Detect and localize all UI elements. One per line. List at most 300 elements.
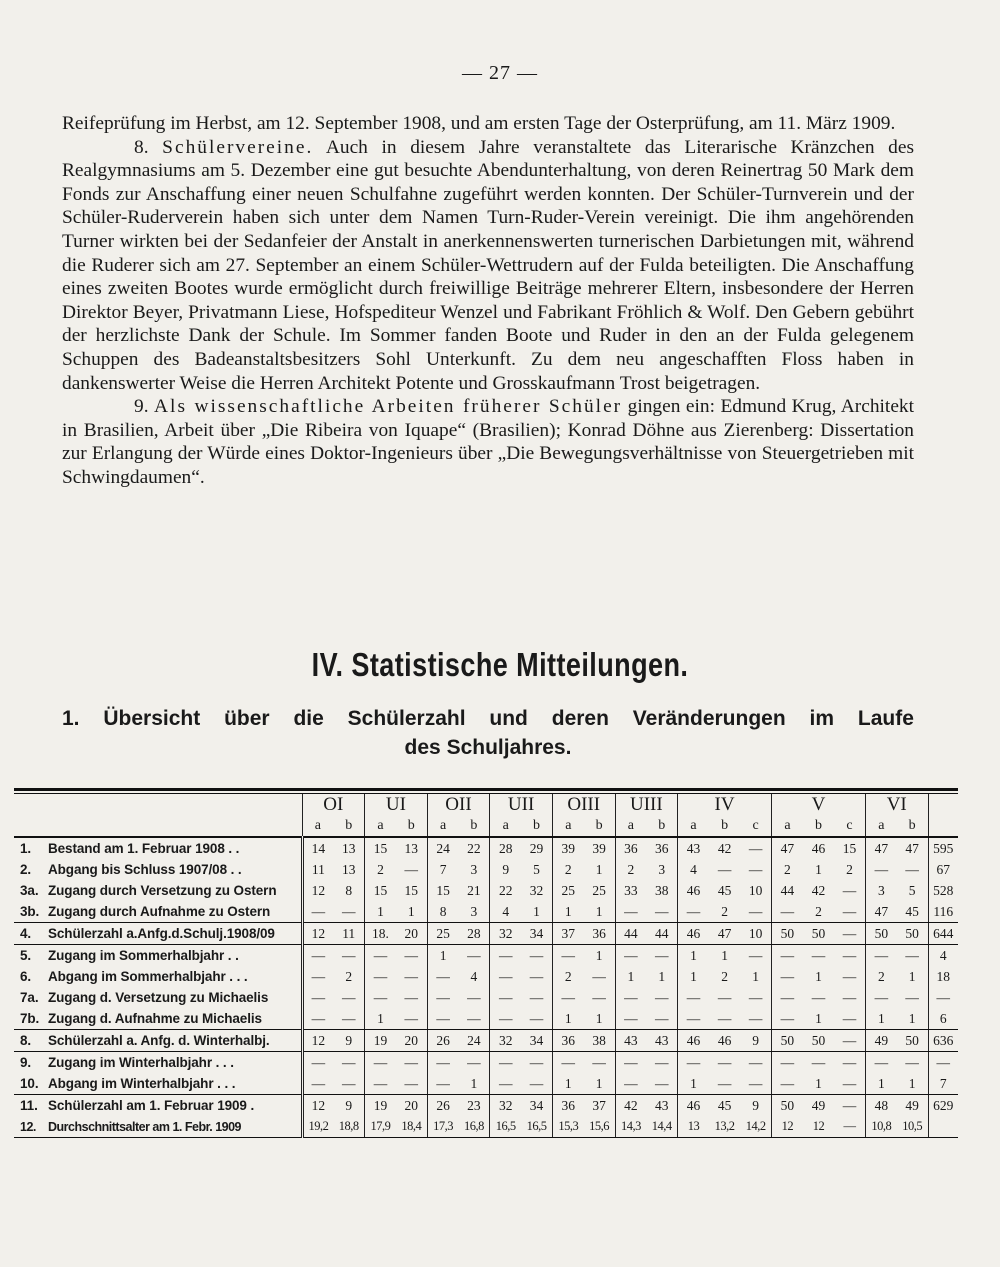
value-cell: 7 (427, 859, 458, 880)
value-cell: 1 (803, 1073, 834, 1095)
total-cell (928, 1116, 958, 1138)
value-cell: — (646, 1073, 677, 1095)
value-cell: — (842, 1097, 857, 1113)
value-cell: — (615, 987, 646, 1008)
table-row (14, 987, 958, 1008)
class-group-header: UI (365, 794, 428, 816)
value-cell: — (458, 1008, 489, 1030)
value-cell: — (772, 945, 803, 967)
value-cell: — (302, 1073, 333, 1095)
class-group-header: UIII (615, 794, 678, 816)
row-number: 10. (20, 1076, 39, 1091)
value-cell: 37 (592, 1097, 606, 1113)
value-cell: — (427, 1052, 458, 1074)
value-cell: 24 (458, 1030, 489, 1052)
class-group-header: OI (302, 794, 365, 816)
table-title-word: und (489, 707, 528, 730)
row-number: 2. (20, 862, 32, 877)
table-row (14, 1008, 958, 1030)
total-cell: — (928, 987, 958, 1008)
value-cell: — (490, 1073, 521, 1095)
value-cell: 50 (772, 1095, 803, 1117)
value-cell: 46 (811, 840, 826, 856)
subdivision-header: a (865, 816, 896, 837)
value-cell: 15 (427, 880, 458, 901)
table-title-word: 1. (62, 707, 80, 730)
value-cell: — (709, 1008, 740, 1030)
table-row (14, 945, 958, 967)
table-title-line-1 (62, 704, 914, 733)
value-cell: — (521, 1008, 552, 1030)
value-cell: — (842, 968, 857, 984)
value-cell: — (740, 1008, 771, 1030)
total-column-header (928, 794, 958, 837)
value-cell: 33 (615, 880, 646, 901)
value-cell: 10 (748, 882, 763, 898)
value-cell: — (592, 989, 606, 1005)
value-cell: 9 (333, 1030, 364, 1052)
value-cell: 43 (678, 837, 709, 859)
value-cell: 47 (709, 923, 740, 945)
value-cell: 1 (552, 1073, 583, 1095)
value-cell: — (834, 923, 865, 945)
value-cell: 4 (470, 968, 478, 984)
value-cell: 38 (584, 1030, 615, 1052)
row-label (14, 1008, 302, 1030)
value-cell: — (717, 989, 732, 1005)
value-cell: 46 (678, 1030, 709, 1052)
value-cell: 44 (615, 923, 646, 945)
value-cell: 28 (490, 837, 521, 859)
value-cell: 50 (897, 1030, 928, 1052)
value-cell: 22 (490, 880, 521, 901)
subdivision-header: b (521, 816, 552, 837)
value-cell: — (365, 1073, 396, 1095)
value-cell: 5 (533, 861, 540, 877)
value-cell: 43 (615, 1030, 646, 1052)
value-cell: — (678, 987, 709, 1008)
paragraph-9-title: Als wissenschaftliche Arbeiten früherer Schüler (154, 396, 623, 418)
value-cell: 9 (752, 1097, 759, 1113)
value-cell: — (865, 945, 896, 967)
value-cell: — (654, 947, 669, 963)
value-cell: 34 (529, 1097, 544, 1113)
row-label (14, 945, 302, 967)
value-cell: 48 (865, 1095, 896, 1117)
value-cell: 10,5 (897, 1116, 928, 1138)
value-cell: — (467, 989, 481, 1005)
value-cell: 19 (365, 1030, 396, 1052)
value-cell: 36 (654, 840, 669, 856)
table-row (14, 1073, 958, 1095)
value-cell: 1 (427, 945, 458, 967)
value-cell: — (529, 989, 544, 1005)
subdivision-header: a (772, 816, 803, 837)
value-cell: 8 (345, 882, 353, 898)
value-cell: — (842, 882, 857, 898)
value-cell: — (404, 947, 419, 963)
value-cell: — (592, 968, 606, 984)
subdivision-header: b (458, 816, 489, 837)
value-cell: 2 (846, 861, 853, 877)
value-cell: — (678, 1052, 709, 1074)
total-cell: 67 (928, 859, 958, 880)
row-number: 7b. (20, 1011, 40, 1026)
label-column-header (14, 794, 302, 837)
value-cell: 1 (897, 1073, 928, 1095)
value-cell: — (529, 1054, 544, 1070)
total-cell: — (928, 1052, 958, 1074)
value-cell: 13 (404, 840, 419, 856)
value-cell: 47 (865, 901, 896, 923)
value-cell: — (396, 1008, 427, 1030)
value-cell: 15 (365, 880, 396, 901)
paragraph-8-text: Auch in diesem Jahre veranstaltete das Literarische Kränzchen des Realgymnasiums am 5. Dezember eine gut besuchte Abendunterhaltung, von deren Reinertrag 50 Mark dem Fonds zur Anschaffung einer neuen Schulfahne zugeführt werden konnten. Der Schüler-Turnverein und der Schüler-Ruderverein haben sich unter dem Namen Turn-Ruder-Verein vereinigt. Die ihm angehörenden Turner wirkten bei der Sedanfeier der Anstalt in anerkennenswerten turnerischen Darbietungen mit, während die Ruderer sich am 27. September an einem Schüler-Wettrudern auf der Fulda beteiligten. Die Anschaffung eines zweiten Bootes wurde ermöglicht durch freiwillige Beiträge mehrerer Eltern, insbesondere der Herren Direktor Beyer, Privatmann Liese, Hofspediteur Wenzel und Fabrikant Fröhlich & Wolf. Den Gebern gebührt der herzlichste Dank der Schule. Im Sommer fanden Boote und Ruder in den an der Fulda gelegenem Schuppen des Badeanstaltsbesitzers Sohl Unterkunft. Zu dem neu angeschafften Floss haben in dankenswerter Weise die Herren Architekt Potente und Grosskaufmann Trost beigetragen. (62, 136, 914, 394)
value-cell: — (740, 901, 771, 923)
value-cell: 1 (678, 945, 709, 967)
value-cell: 2 (803, 901, 834, 923)
value-cell: 13 (341, 861, 356, 877)
value-cell: — (654, 1054, 669, 1070)
value-cell: — (615, 945, 646, 967)
value-cell: 14,2 (740, 1116, 771, 1138)
row-label (14, 901, 302, 923)
row-number: 4. (20, 926, 32, 941)
table-title-word: über (224, 707, 270, 730)
total-cell: 116 (928, 901, 958, 923)
row-number: 8. (20, 1033, 32, 1048)
value-cell: 1 (365, 1008, 396, 1030)
subdivision-header: a (302, 816, 333, 837)
value-cell: — (302, 945, 333, 967)
subdivision-header: b (396, 816, 427, 837)
value-cell: 49 (811, 1097, 826, 1113)
value-cell: 1 (615, 966, 646, 987)
value-cell: — (905, 947, 919, 963)
value-cell: 1 (584, 901, 615, 923)
value-cell: 42 (811, 882, 826, 898)
statistics-table-wrapper (14, 788, 958, 1138)
value-cell: 39 (552, 837, 583, 859)
value-cell: — (748, 861, 763, 877)
row-label (14, 966, 302, 987)
row-label (14, 859, 302, 880)
row-number: 7a. (20, 990, 39, 1005)
value-cell: 17,3 (427, 1116, 458, 1138)
row-label-text: Abgang im Sommerhalbjahr . . . (48, 969, 248, 984)
row-number: 12. (20, 1119, 36, 1134)
value-cell: — (427, 1008, 458, 1030)
value-cell: 1 (365, 901, 396, 923)
value-cell: 1 (678, 1073, 709, 1095)
value-cell: 1 (595, 947, 603, 963)
value-cell: — (842, 989, 857, 1005)
table-top-rule (14, 788, 958, 791)
value-cell: — (646, 1008, 677, 1030)
table-row (14, 901, 958, 923)
value-cell: 44 (646, 923, 677, 945)
value-cell: 4 (678, 859, 709, 880)
value-cell: 2 (709, 901, 740, 923)
value-cell: 23 (467, 1097, 481, 1113)
value-cell: 49 (865, 1030, 896, 1052)
value-cell: 20 (404, 1097, 419, 1113)
value-cell: 18,4 (396, 1116, 427, 1138)
value-cell: — (302, 1052, 333, 1074)
table-title-word: Laufe (857, 707, 914, 730)
value-cell: 46 (678, 1095, 709, 1117)
value-cell: 46 (678, 923, 709, 945)
subdivision-header: a (615, 816, 646, 837)
value-cell: — (529, 947, 544, 963)
table-title-line-2: des Schuljahres. (404, 736, 572, 759)
section-heading: IV. Statistische Mitteilungen. (311, 646, 689, 683)
value-cell: 9 (345, 1097, 353, 1113)
value-cell: 25 (592, 882, 606, 898)
value-cell: — (615, 901, 646, 923)
value-cell: 3 (470, 861, 478, 877)
row-label-text: Zugang d. Versetzung zu Michaelis (48, 990, 269, 1005)
value-cell: 18,8 (333, 1116, 364, 1138)
total-cell: 6 (928, 1008, 958, 1030)
total-cell: 18 (928, 966, 958, 987)
value-cell: 26 (427, 1030, 458, 1052)
value-cell: — (654, 989, 669, 1005)
class-group-header: VI (865, 794, 928, 816)
row-label-text: Bestand am 1. Februar 1908 . . (48, 841, 240, 856)
subdivision-header: a (552, 816, 583, 837)
total-cell: 636 (928, 1030, 958, 1052)
value-cell: — (490, 966, 521, 987)
row-number: 9. (20, 1055, 32, 1070)
value-cell: — (748, 989, 763, 1005)
value-cell: 1 (815, 861, 822, 877)
subdivision-header: a (427, 816, 458, 837)
table-title-word: im (809, 707, 835, 730)
value-cell: — (678, 1008, 709, 1030)
value-cell: — (467, 947, 481, 963)
value-cell: — (552, 1052, 583, 1074)
table-title-word: die (293, 707, 324, 730)
value-cell: — (905, 989, 919, 1005)
value-cell: 22 (467, 840, 481, 856)
value-cell: 12 (803, 1116, 834, 1138)
value-cell: 47 (905, 840, 919, 856)
value-cell: 39 (592, 840, 606, 856)
value-cell: — (427, 987, 458, 1008)
subdivision-header: a (490, 816, 521, 837)
value-cell: 1 (396, 901, 427, 923)
value-cell: 2 (865, 966, 896, 987)
paragraph-9-text: gingen ein: Edmund Krug, Architekt in Brasilien, Arbeit über „Die Ribeira von Iquape“ (Brasilien); Konrad Döhne aus Zierenberg: Dissertation zur Erlangung der Würde eines Doktor-Ingenieurs über „Die Bewegungsverhältnisse von Steuergetrieben mit Schwingdaumen“. (62, 396, 915, 488)
value-cell: 36 (552, 1030, 583, 1052)
value-cell: 50 (803, 923, 834, 945)
table-title-word: deren (551, 707, 609, 730)
value-cell: 1 (552, 1008, 583, 1030)
value-cell: — (302, 966, 333, 987)
value-cell: — (865, 987, 896, 1008)
value-cell: 49 (905, 1097, 919, 1113)
value-cell: 45 (897, 901, 928, 923)
subdivision-header: b (803, 816, 834, 837)
total-cell: 629 (928, 1095, 958, 1117)
subdivision-header: b (709, 816, 740, 837)
row-label (14, 1116, 302, 1138)
value-cell: 2 (345, 968, 353, 984)
table-title-word: Übersicht (103, 707, 201, 730)
value-cell: 45 (717, 882, 732, 898)
row-number: 3b. (20, 904, 40, 919)
row-number: 5. (20, 948, 32, 963)
subdivision-header: c (740, 816, 771, 837)
value-cell: — (748, 1054, 763, 1070)
value-cell: — (490, 987, 521, 1008)
table-row (14, 966, 958, 987)
row-number: 1. (20, 841, 32, 856)
value-cell: 43 (646, 1030, 677, 1052)
total-cell: 644 (928, 923, 958, 945)
value-cell: 47 (772, 837, 803, 859)
value-cell: 32 (490, 1030, 521, 1052)
value-cell: — (772, 987, 803, 1008)
value-cell: 50 (897, 923, 928, 945)
value-cell: 15 (365, 837, 396, 859)
subdivision-header: c (834, 816, 865, 837)
row-number: 6. (20, 969, 32, 984)
value-cell: — (834, 1008, 865, 1030)
value-cell: 36 (552, 1095, 583, 1117)
value-cell: 24 (427, 837, 458, 859)
row-label-text: Zugang im Winterhalbjahr . . . (48, 1055, 234, 1070)
row-label (14, 1030, 302, 1052)
body-text (62, 112, 914, 490)
value-cell: — (811, 947, 826, 963)
value-cell: — (905, 861, 919, 877)
value-cell: — (811, 1054, 826, 1070)
row-label-text: Abgang im Winterhalbjahr . . . (48, 1076, 236, 1091)
value-cell: — (404, 968, 419, 984)
value-cell: — (490, 945, 521, 967)
total-cell: 528 (928, 880, 958, 901)
paragraph-7-end: Reifeprüfung im Herbst, am 12. September 1908, und am ersten Tage der Osterprüfung, am 11. März 1909. (62, 113, 896, 134)
paragraph-8-number: 8. (134, 136, 149, 158)
value-cell: 34 (521, 923, 552, 945)
class-group-header: OII (427, 794, 490, 816)
value-cell: — (404, 989, 419, 1005)
value-cell: 37 (552, 923, 583, 945)
subdivision-header: a (678, 816, 709, 837)
value-cell: — (615, 1008, 646, 1030)
value-cell: 50 (772, 923, 803, 945)
value-cell: — (404, 1054, 419, 1070)
value-cell: 42 (717, 840, 732, 856)
value-cell: 16,5 (521, 1116, 552, 1138)
row-label (14, 1073, 302, 1095)
value-cell: 50 (865, 923, 896, 945)
subdivision-header: b (333, 816, 364, 837)
value-cell: 42 (615, 1095, 646, 1117)
value-cell: — (552, 945, 583, 967)
value-cell: — (592, 1054, 606, 1070)
value-cell: — (740, 1073, 771, 1095)
value-cell: 1 (584, 1073, 615, 1095)
value-cell: — (772, 901, 803, 923)
statistics-table (14, 794, 958, 1138)
value-cell: 13 (678, 1116, 709, 1138)
value-cell: — (552, 987, 583, 1008)
value-cell: 3 (865, 880, 896, 901)
value-cell: 16,5 (490, 1116, 521, 1138)
value-cell: — (302, 1008, 333, 1030)
value-cell: — (427, 966, 458, 987)
table-row (14, 880, 958, 901)
value-cell: 2 (772, 859, 803, 880)
paragraph-8-title: Schülervereine. (162, 136, 314, 158)
value-cell: 15,6 (584, 1116, 615, 1138)
value-cell: 11 (333, 923, 364, 945)
value-cell: — (529, 968, 544, 984)
value-cell: 26 (427, 1095, 458, 1117)
value-cell: — (467, 1054, 481, 1070)
value-cell: 1 (815, 968, 822, 984)
class-group-header: V (772, 794, 866, 816)
value-cell: 25 (552, 880, 583, 901)
value-cell: 28 (458, 923, 489, 945)
value-cell: 1 (678, 966, 709, 987)
value-cell: 46 (709, 1030, 740, 1052)
value-cell: 1 (595, 861, 603, 877)
value-cell: — (772, 1052, 803, 1074)
value-cell: 2 (552, 966, 583, 987)
value-cell: — (834, 1030, 865, 1052)
value-cell: 1 (897, 1008, 928, 1030)
value-cell: 9 (740, 1030, 771, 1052)
value-cell: 50 (772, 1030, 803, 1052)
page-number: — 27 — (462, 62, 538, 84)
value-cell: 1 (721, 947, 728, 963)
value-cell: 1 (584, 1008, 615, 1030)
value-cell: 2 (721, 968, 728, 984)
value-cell: 1 (908, 968, 916, 984)
value-cell: 13 (341, 840, 356, 856)
value-cell: — (717, 861, 732, 877)
paragraph-9-number: 9. (134, 396, 149, 418)
value-cell: 15 (842, 840, 857, 856)
value-cell: 25 (427, 923, 458, 945)
value-cell: — (341, 989, 356, 1005)
value-cell: 1 (658, 968, 666, 984)
value-cell: 12 (302, 880, 333, 901)
row-label (14, 880, 302, 901)
value-cell: — (748, 840, 763, 856)
value-cell: — (365, 1052, 396, 1074)
value-cell: — (333, 1008, 364, 1030)
row-label-text: Zugang durch Versetzung zu Ostern (48, 883, 277, 898)
value-cell: 11 (302, 859, 333, 880)
value-cell: 36 (584, 923, 615, 945)
value-cell: 3 (658, 861, 666, 877)
value-cell: 34 (521, 1030, 552, 1052)
value-cell: — (865, 1052, 896, 1074)
value-cell: — (772, 966, 803, 987)
row-label (14, 923, 302, 945)
value-cell: 1 (458, 1073, 489, 1095)
table-row (14, 1030, 958, 1052)
value-cell: 43 (654, 1097, 669, 1113)
value-cell: — (490, 1008, 521, 1030)
class-group-header: IV (678, 794, 772, 816)
value-cell: 2 (552, 859, 583, 880)
